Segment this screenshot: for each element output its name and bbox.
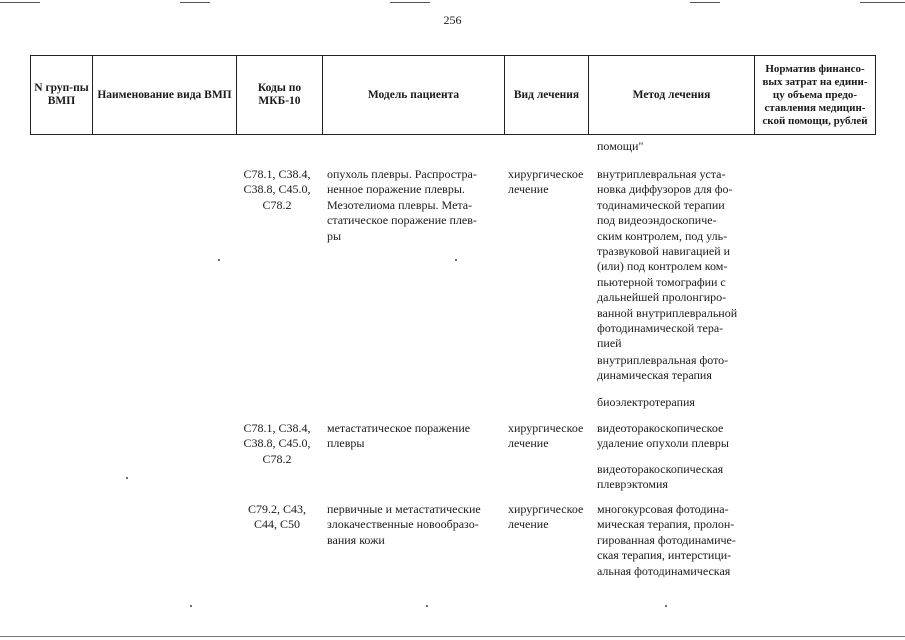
table-row-2-method-2 bbox=[597, 462, 723, 493]
column-divider bbox=[875, 55, 876, 135]
scan-speck bbox=[190, 605, 192, 607]
table-row-2-codes bbox=[237, 421, 317, 467]
header-name: Наименование вида ВМП bbox=[97, 88, 232, 101]
model-line: Мезотелиома плевры. Мета- bbox=[327, 197, 473, 212]
scan-speck bbox=[218, 259, 220, 261]
table-row-1-treatment bbox=[508, 167, 583, 198]
method-line: тразвуковой навигацией и bbox=[597, 244, 731, 259]
method-line: пией bbox=[597, 336, 622, 351]
method-line: тодинамической терапии bbox=[597, 197, 725, 212]
method-line: (или) под контролем ком- bbox=[597, 259, 728, 274]
method-line: пьютерной томографии с bbox=[597, 274, 726, 289]
model-line: злокачественные новообразо- bbox=[327, 517, 479, 532]
method-line: новка диффузоров для фо- bbox=[597, 182, 733, 197]
method-line: фотодинамической тера- bbox=[597, 321, 724, 336]
model-line: первичные и метастатические bbox=[327, 502, 481, 516]
method-line: видеоторакоскопическая bbox=[597, 462, 724, 476]
scan-artifact bbox=[0, 636, 905, 637]
header-norm: Норматив финансо-вых затрат на едини-цу объема предо-ставления медицин-ской помощи, рублей bbox=[762, 62, 868, 127]
model-line: вания кожи bbox=[327, 532, 385, 547]
treatment-line: лечение bbox=[508, 182, 549, 197]
table-row-2-model bbox=[327, 421, 470, 452]
method-line: видеоторакоскопическое bbox=[597, 421, 724, 435]
method-line: гированная фотодинамиче- bbox=[597, 532, 736, 547]
scan-speck bbox=[455, 259, 457, 261]
scan-speck bbox=[665, 605, 667, 607]
model-line: опухоль плевры. Распростра- bbox=[327, 167, 477, 181]
model-line: метастатическое поражение bbox=[327, 421, 471, 435]
code-line: C78.2 bbox=[262, 451, 292, 466]
method-line: внутриплевральная уста- bbox=[597, 167, 726, 181]
table-row-3-treatment bbox=[508, 502, 583, 533]
method-line: альная фотодинамическая bbox=[597, 563, 731, 578]
method-continuation: помощи" bbox=[597, 139, 644, 153]
treatment-line: хирургическое bbox=[508, 167, 584, 181]
code-line: C44, C50 bbox=[253, 517, 300, 532]
table-row-2-method-1 bbox=[597, 421, 729, 452]
table-row-3-method-1 bbox=[597, 502, 736, 579]
code-line: C38.8, C45.0, bbox=[243, 436, 311, 451]
scan-artifact bbox=[0, 2, 40, 3]
method-line: плеврэктомия bbox=[597, 477, 668, 492]
scan-artifact bbox=[690, 2, 720, 3]
model-line: ры bbox=[327, 228, 342, 243]
method-line: динамическая терапия bbox=[597, 368, 712, 383]
method-line: биоэлектротерапия bbox=[597, 395, 695, 409]
code-line: C78.1, C38.4, bbox=[243, 167, 311, 181]
model-line: статическое поражение плев- bbox=[327, 213, 477, 228]
header-model: Модель пациента bbox=[367, 88, 460, 101]
treatment-line: лечение bbox=[508, 436, 549, 451]
treatment-line: лечение bbox=[508, 517, 549, 532]
method-line: удаление опухоли плевры bbox=[597, 436, 729, 451]
model-line: плевры bbox=[327, 436, 365, 451]
table-row-1-codes bbox=[237, 167, 317, 213]
method-line: мическая терапия, пролон- bbox=[597, 517, 735, 532]
method-line: многокурсовая фотодина- bbox=[597, 502, 729, 516]
method-line: под видеоэндоскопиче- bbox=[597, 213, 717, 228]
method-line: внутриплевральная фото- bbox=[597, 353, 729, 367]
model-line: ненное поражение плевры. bbox=[327, 182, 465, 197]
method-line: ским контролем, под уль- bbox=[597, 228, 728, 243]
header-treatment: Вид лечения bbox=[513, 88, 580, 101]
method-line: ская терапия, интерстици- bbox=[597, 548, 732, 563]
table-row-1-method-1 bbox=[597, 167, 737, 352]
scan-artifact bbox=[180, 2, 210, 3]
method-line: дальнейшей пролонгиро- bbox=[597, 290, 727, 305]
header-group: N груп-пы ВМП bbox=[34, 82, 89, 107]
code-line: C78.1, C38.4, bbox=[243, 421, 311, 435]
table-row-1-method-2 bbox=[597, 353, 728, 384]
code-line: C78.2 bbox=[262, 197, 292, 212]
scan-artifact bbox=[390, 2, 430, 3]
header-method: Метод лечения bbox=[632, 88, 711, 101]
treatment-line: хирургическое bbox=[508, 421, 584, 435]
table-row-3-codes bbox=[237, 502, 317, 533]
table-row-1-method-3 bbox=[597, 395, 695, 410]
table-header bbox=[30, 55, 876, 135]
scan-speck bbox=[426, 605, 428, 607]
table-row-2-treatment bbox=[508, 421, 583, 452]
table-row-3-model bbox=[327, 502, 481, 548]
code-line: C79.2, C43, bbox=[247, 502, 306, 516]
table-row-1-model bbox=[327, 167, 477, 244]
method-line: ванной внутриплевральной bbox=[597, 305, 738, 320]
header-codes: Коды по МКБ-10 bbox=[257, 82, 302, 107]
scan-speck bbox=[126, 477, 128, 479]
scan-artifact bbox=[860, 2, 905, 3]
code-line: C38.8, C45.0, bbox=[243, 182, 311, 197]
page-number: 256 bbox=[443, 13, 462, 27]
treatment-line: хирургическое bbox=[508, 502, 584, 516]
